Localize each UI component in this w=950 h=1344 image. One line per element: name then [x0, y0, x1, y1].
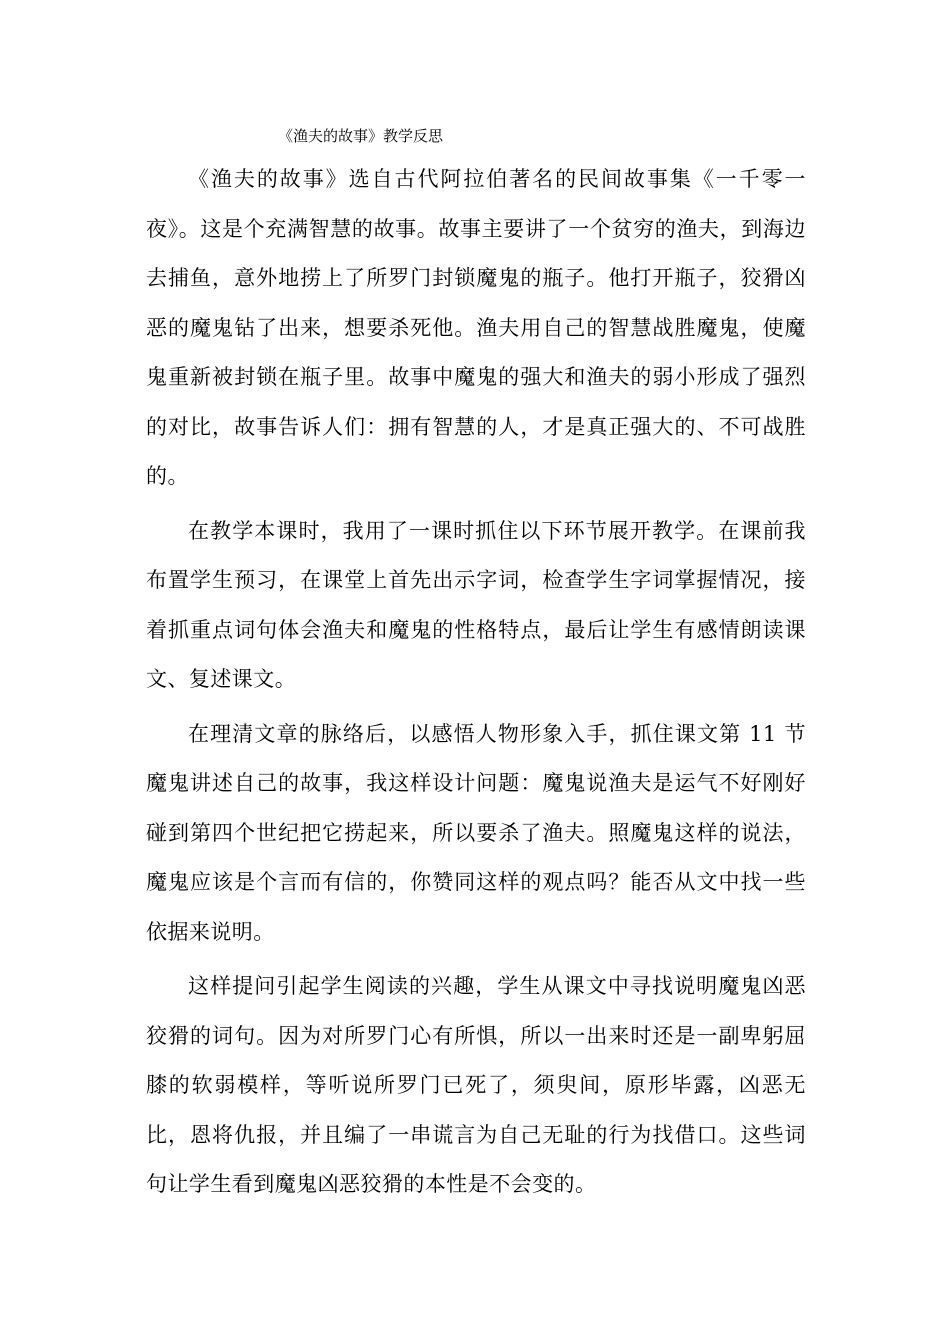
paragraph: 在教学本课时，我用了一课时抓住以下环节展开教学。在课前我布置学生预习，在课堂上首先出示字词，检查学生字词掌握情况，接着抓重点词句体会渔夫和魔鬼的性格特点，最后让学生有感情朗读课文、复述课文。	[146, 518, 806, 691]
paragraph: 这样提问引起学生阅读的兴趣，学生从课文中寻找说明魔鬼凶恶狡猾的词句。因为对所罗门心有所惧，所以一出来时还是一副卑躬屈膝的软弱模样，等听说所罗门已死了，须臾间，原形毕露，凶恶无比，恩将仇报，并且编了一串谎言为自己无耻的行为找借口。这些词句让学生看到魔鬼凶恶狡猾的本性是不会变的。	[146, 974, 806, 1196]
document-body	[146, 155, 806, 1215]
document-title: 《渔夫的故事》教学反思	[278, 127, 444, 145]
paragraph: 在理清文章的脉络后，以感悟人物形象入手，抓住课文第 11 节魔鬼讲述自己的故事，我这样设计问题：魔鬼说渔夫是运气不好刚好碰到第四个世纪把它捞起来，所以要杀了渔夫。照魔鬼这样的说法，魔鬼应该是个言而有信的，你赞同这样的观点吗？能否从文中找一些依据来说明。	[146, 721, 806, 944]
paragraph: 《渔夫的故事》选自古代阿拉伯著名的民间故事集《一千零一夜》。这是个充满智慧的故事。故事主要讲了一个贫穷的渔夫，到海边去捕鱼，意外地捞上了所罗门封锁魔鬼的瓶子。他打开瓶子，狡猾凶恶的魔鬼钻了出来，想要杀死他。渔夫用自己的智慧战胜魔鬼，使魔鬼重新被封锁在瓶子里。故事中魔鬼的强大和渔夫的弱小形成了强烈的对比，故事告诉人们：拥有智慧的人，才是真正强大的、不可战胜的。	[146, 167, 806, 488]
